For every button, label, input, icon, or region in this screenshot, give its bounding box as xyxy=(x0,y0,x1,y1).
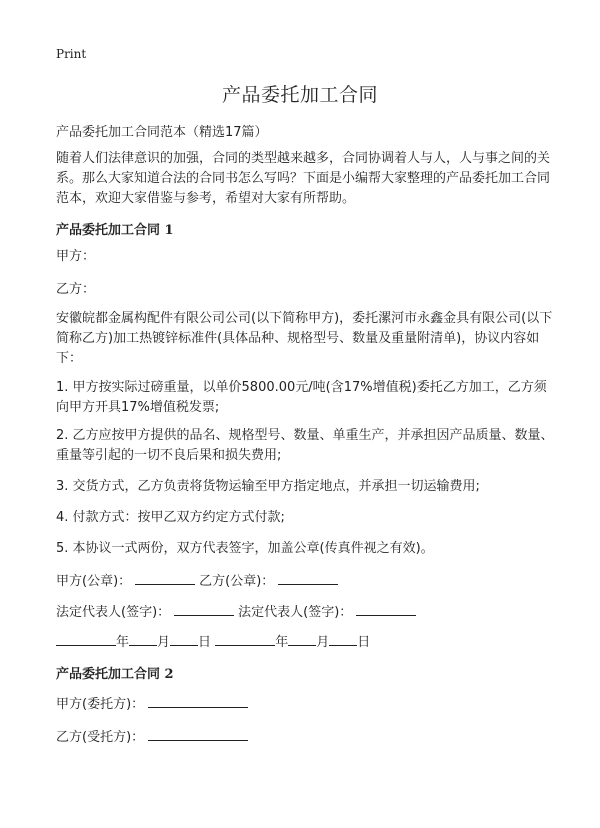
clause-2: 2. 乙方应按甲方提供的品名、规格型号、数量、单重生产，并承担因产品质量、数量、重量等引起的一切不良后果和损失费用; xyxy=(56,428,554,463)
representative-line xyxy=(56,602,556,623)
date-line xyxy=(56,632,556,653)
month-b-blank xyxy=(288,632,316,646)
rep-b-blank xyxy=(356,602,416,616)
clause-5: 5. 本协议一式两份，双方代表签字，加盖公章(传真件视之有效)。 xyxy=(56,541,434,556)
month-a-blank xyxy=(129,632,157,646)
party-b-label: 乙方： xyxy=(56,282,96,297)
party-b-contractor-label: 乙方(受托方)： xyxy=(56,730,145,745)
day-b-blank xyxy=(329,632,357,646)
clause-3: 3. 交货方式，乙方负责将货物运输至甲方指定地点，并承担一切运输费用; xyxy=(56,479,480,494)
month-a-label: 月 xyxy=(157,635,171,650)
party-a-client-line xyxy=(56,694,556,715)
clause-1: 1. 甲方按实际过磅重量，以单价5800.00元/吨(含17%增值税)委托乙方加工，乙方须向甲方开具17%增值税发票; xyxy=(56,380,547,415)
contract-intro-paragraph: 安徽皖都金属构配件有限公司公司(以下简称甲方)，委托漯河市永鑫金具有限公司(以下简称乙方)加工热镀锌标准件(具体品种、规格型号、数量及重量附清单)，协议内容如下： xyxy=(56,311,553,366)
day-a-label: 日 xyxy=(198,635,212,650)
clause-4: 4. 付款方式：按甲乙双方约定方式付款; xyxy=(56,510,285,525)
section-1-heading: 产品委托加工合同 1 xyxy=(56,223,174,238)
year-b-label: 年 xyxy=(275,635,289,650)
month-b-label: 月 xyxy=(316,635,330,650)
party-b-contractor-line xyxy=(56,727,556,748)
year-a-label: 年 xyxy=(116,635,130,650)
party-b-contractor-blank xyxy=(148,727,248,741)
seal-a-blank xyxy=(135,571,195,585)
seal-line xyxy=(56,571,556,592)
seal-b-label: 乙方(公章)： xyxy=(199,574,275,589)
intro-paragraph: 随着人们法律意识的加强，合同的类型越来越多，合同协调着人与人，人与事之间的关系。那么大家知道合法的合同书怎么写吗？下面是小编帮大家整理的产品委托加工合同范本，欢迎大家借鉴与参考，希望对大家有所帮助。 xyxy=(56,151,551,206)
day-b-label: 日 xyxy=(357,635,371,650)
seal-a-label: 甲方(公章)： xyxy=(56,574,132,589)
page-title: 产品委托加工合同 xyxy=(221,84,378,106)
year-a-blank xyxy=(56,632,116,646)
party-a-client-label: 甲方(委托方)： xyxy=(56,697,145,712)
year-b-blank xyxy=(215,632,275,646)
print-link[interactable]: Print xyxy=(56,47,87,61)
rep-b-label: 法定代表人(签字)： xyxy=(238,605,353,620)
party-a-label: 甲方： xyxy=(56,249,96,264)
party-a-client-blank xyxy=(148,694,248,708)
day-a-blank xyxy=(170,632,198,646)
rep-a-blank xyxy=(174,602,234,616)
seal-b-blank xyxy=(278,571,338,585)
rep-a-label: 法定代表人(签字)： xyxy=(56,605,171,620)
subtitle: 产品委托加工合同范本（精选17篇） xyxy=(56,125,268,140)
section-2-heading: 产品委托加工合同 2 xyxy=(56,667,174,682)
